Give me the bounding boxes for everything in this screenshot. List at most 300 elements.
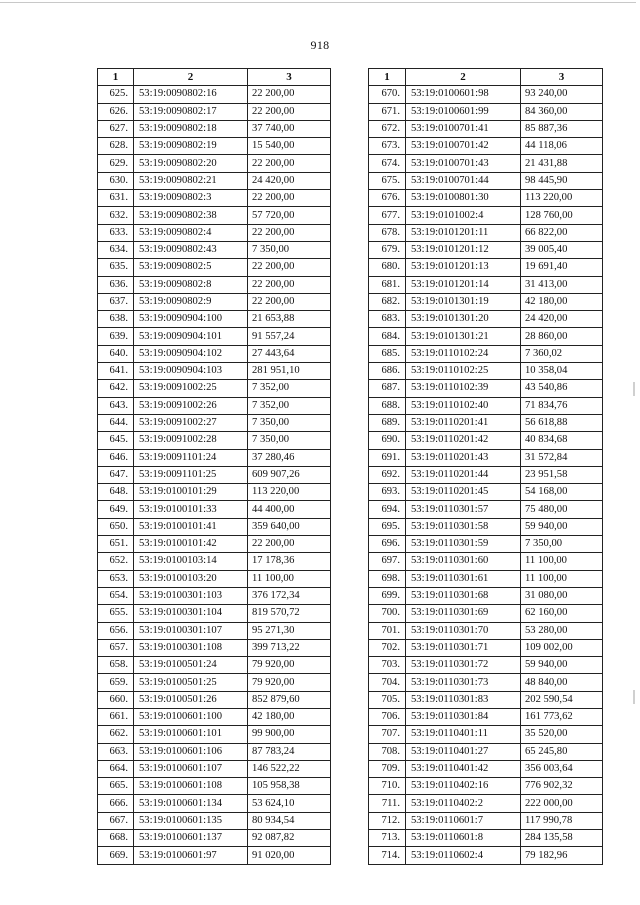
cadastral-number-cell: 53:19:0110301:59 xyxy=(406,536,521,553)
value-cell: 98 445,90 xyxy=(521,172,603,189)
row-number-cell: 665. xyxy=(98,778,134,795)
cadastral-number-cell: 53:19:0110301:70 xyxy=(406,622,521,639)
value-cell: 23 951,58 xyxy=(521,466,603,483)
value-cell: 105 958,38 xyxy=(248,778,331,795)
row-number-cell: 626. xyxy=(98,103,134,120)
cadastral-number-cell: 53:19:0100501:26 xyxy=(134,691,248,708)
value-cell: 22 200,00 xyxy=(248,536,331,553)
table-row xyxy=(98,587,331,604)
row-number-cell: 679. xyxy=(369,241,406,258)
value-cell: 80 934,54 xyxy=(248,812,331,829)
row-number-cell: 627. xyxy=(98,120,134,137)
row-number-cell: 687. xyxy=(369,380,406,397)
value-cell: 11 100,00 xyxy=(248,570,331,587)
cadastral-number-cell: 53:19:0090904:100 xyxy=(134,311,248,328)
registry-table-left xyxy=(97,68,331,865)
cadastral-number-cell: 53:19:0100601:98 xyxy=(406,86,521,103)
cadastral-number-cell: 53:19:0110602:4 xyxy=(406,847,521,864)
cadastral-number-cell: 53:19:0101201:11 xyxy=(406,224,521,241)
cadastral-number-cell: 53:19:0110301:57 xyxy=(406,501,521,518)
value-cell: 44 118,06 xyxy=(521,138,603,155)
table-row xyxy=(369,605,603,622)
value-cell: 819 570,72 xyxy=(248,605,331,622)
table-row xyxy=(369,449,603,466)
table-row xyxy=(369,432,603,449)
table-row xyxy=(369,830,603,847)
cadastral-number-cell: 53:19:0110201:44 xyxy=(406,466,521,483)
value-cell: 99 900,00 xyxy=(248,726,331,743)
cadastral-number-cell: 53:19:0090802:17 xyxy=(134,103,248,120)
cadastral-number-cell: 53:19:0110102:40 xyxy=(406,397,521,414)
value-cell: 85 887,36 xyxy=(521,120,603,137)
value-cell: 40 834,68 xyxy=(521,432,603,449)
column-header-cadastral-number: 2 xyxy=(406,69,521,86)
row-number-cell: 713. xyxy=(369,830,406,847)
table-row xyxy=(369,363,603,380)
row-number-cell: 693. xyxy=(369,484,406,501)
table-row xyxy=(98,639,331,656)
table-row xyxy=(369,380,603,397)
value-cell: 202 590,54 xyxy=(521,691,603,708)
value-cell: 109 002,00 xyxy=(521,639,603,656)
table-row xyxy=(98,449,331,466)
cadastral-number-cell: 53:19:0100701:44 xyxy=(406,172,521,189)
column-header-cadastral-number: 2 xyxy=(134,69,248,86)
cadastral-number-cell: 53:19:0110102:39 xyxy=(406,380,521,397)
cadastral-number-cell: 53:19:0101301:19 xyxy=(406,293,521,310)
column-header-number: 1 xyxy=(369,69,406,86)
cadastral-number-cell: 53:19:0100601:100 xyxy=(134,708,248,725)
row-number-cell: 698. xyxy=(369,570,406,587)
value-cell: 161 773,62 xyxy=(521,708,603,725)
table-row xyxy=(98,138,331,155)
row-number-cell: 655. xyxy=(98,605,134,622)
row-number-cell: 636. xyxy=(98,276,134,293)
row-number-cell: 667. xyxy=(98,812,134,829)
table-row xyxy=(369,726,603,743)
cadastral-number-cell: 53:19:0110301:60 xyxy=(406,553,521,570)
value-cell: 54 168,00 xyxy=(521,484,603,501)
cadastral-number-cell: 53:19:0110201:42 xyxy=(406,432,521,449)
table-row xyxy=(98,466,331,483)
value-cell: 56 618,88 xyxy=(521,414,603,431)
value-cell: 75 480,00 xyxy=(521,501,603,518)
value-cell: 609 907,26 xyxy=(248,466,331,483)
cadastral-number-cell: 53:19:0101201:13 xyxy=(406,259,521,276)
table-row xyxy=(369,414,603,431)
row-number-cell: 637. xyxy=(98,293,134,310)
value-cell: 281 951,10 xyxy=(248,363,331,380)
value-cell: 356 003,64 xyxy=(521,760,603,777)
table-row xyxy=(369,86,603,103)
row-number-cell: 675. xyxy=(369,172,406,189)
value-cell: 284 135,58 xyxy=(521,830,603,847)
value-cell: 7 352,00 xyxy=(248,380,331,397)
row-number-cell: 670. xyxy=(369,86,406,103)
row-number-cell: 674. xyxy=(369,155,406,172)
column-header-value: 3 xyxy=(248,69,331,86)
value-cell: 7 352,00 xyxy=(248,397,331,414)
row-number-cell: 653. xyxy=(98,570,134,587)
table-row xyxy=(369,639,603,656)
cadastral-number-cell: 53:19:0101301:21 xyxy=(406,328,521,345)
row-number-cell: 700. xyxy=(369,605,406,622)
row-number-cell: 685. xyxy=(369,345,406,362)
cadastral-number-cell: 53:19:0090802:9 xyxy=(134,293,248,310)
cadastral-number-cell: 53:19:0100101:29 xyxy=(134,484,248,501)
table-row xyxy=(369,484,603,501)
value-cell: 27 443,64 xyxy=(248,345,331,362)
value-cell: 37 280,46 xyxy=(248,449,331,466)
table-row xyxy=(98,120,331,137)
table-row xyxy=(98,397,331,414)
cadastral-number-cell: 53:19:0110401:42 xyxy=(406,760,521,777)
row-number-cell: 633. xyxy=(98,224,134,241)
value-cell: 7 350,00 xyxy=(248,414,331,431)
cadastral-number-cell: 53:19:0100801:30 xyxy=(406,190,521,207)
table-row xyxy=(369,657,603,674)
table-row xyxy=(98,103,331,120)
cadastral-number-cell: 53:19:0101201:14 xyxy=(406,276,521,293)
value-cell: 15 540,00 xyxy=(248,138,331,155)
value-cell: 59 940,00 xyxy=(521,518,603,535)
row-number-cell: 664. xyxy=(98,760,134,777)
value-cell: 91 020,00 xyxy=(248,847,331,864)
row-number-cell: 677. xyxy=(369,207,406,224)
cadastral-number-cell: 53:19:0100601:97 xyxy=(134,847,248,864)
row-number-cell: 663. xyxy=(98,743,134,760)
row-number-cell: 630. xyxy=(98,172,134,189)
cadastral-number-cell: 53:19:0101301:20 xyxy=(406,311,521,328)
value-cell: 65 245,80 xyxy=(521,743,603,760)
value-cell: 22 200,00 xyxy=(248,103,331,120)
cadastral-number-cell: 53:19:0100601:107 xyxy=(134,760,248,777)
value-cell: 62 160,00 xyxy=(521,605,603,622)
row-number-cell: 706. xyxy=(369,708,406,725)
table-row xyxy=(98,432,331,449)
row-number-cell: 711. xyxy=(369,795,406,812)
row-number-cell: 678. xyxy=(369,224,406,241)
table-row xyxy=(98,414,331,431)
row-number-cell: 625. xyxy=(98,86,134,103)
cadastral-number-cell: 53:19:0091002:27 xyxy=(134,414,248,431)
table-row xyxy=(369,293,603,310)
value-cell: 31 413,00 xyxy=(521,276,603,293)
table-header-row xyxy=(369,69,603,86)
table-row xyxy=(98,345,331,362)
row-number-cell: 697. xyxy=(369,553,406,570)
table-row xyxy=(369,328,603,345)
row-number-cell: 644. xyxy=(98,414,134,431)
row-number-cell: 638. xyxy=(98,311,134,328)
cadastral-number-cell: 53:19:0100701:43 xyxy=(406,155,521,172)
row-number-cell: 668. xyxy=(98,830,134,847)
row-number-cell: 640. xyxy=(98,345,134,362)
value-cell: 21 653,88 xyxy=(248,311,331,328)
cadastral-number-cell: 53:19:0090802:38 xyxy=(134,207,248,224)
cadastral-number-cell: 53:19:0090802:43 xyxy=(134,241,248,258)
row-number-cell: 680. xyxy=(369,259,406,276)
value-cell: 66 822,00 xyxy=(521,224,603,241)
row-number-cell: 656. xyxy=(98,622,134,639)
row-number-cell: 694. xyxy=(369,501,406,518)
cadastral-number-cell: 53:19:0110301:73 xyxy=(406,674,521,691)
cadastral-number-cell: 53:19:0091002:25 xyxy=(134,380,248,397)
table-row xyxy=(369,622,603,639)
value-cell: 37 740,00 xyxy=(248,120,331,137)
table-row xyxy=(98,207,331,224)
value-cell: 42 180,00 xyxy=(521,293,603,310)
cadastral-number-cell: 53:19:0110102:24 xyxy=(406,345,521,362)
table-row xyxy=(98,691,331,708)
row-number-cell: 682. xyxy=(369,293,406,310)
table-row xyxy=(98,847,331,864)
table-row xyxy=(369,466,603,483)
cadastral-number-cell: 53:19:0091101:25 xyxy=(134,466,248,483)
row-number-cell: 662. xyxy=(98,726,134,743)
row-number-cell: 695. xyxy=(369,518,406,535)
row-number-cell: 649. xyxy=(98,501,134,518)
row-number-cell: 639. xyxy=(98,328,134,345)
cadastral-number-cell: 53:19:0090802:18 xyxy=(134,120,248,137)
scan-edge-mark xyxy=(633,690,635,704)
table-row xyxy=(369,536,603,553)
table-body-right xyxy=(369,86,603,864)
table-row xyxy=(98,501,331,518)
value-cell: 79 920,00 xyxy=(248,657,331,674)
value-cell: 22 200,00 xyxy=(248,224,331,241)
row-number-cell: 652. xyxy=(98,553,134,570)
row-number-cell: 660. xyxy=(98,691,134,708)
cadastral-number-cell: 53:19:0110102:25 xyxy=(406,363,521,380)
row-number-cell: 712. xyxy=(369,812,406,829)
value-cell: 22 200,00 xyxy=(248,86,331,103)
value-cell: 44 400,00 xyxy=(248,501,331,518)
value-cell: 852 879,60 xyxy=(248,691,331,708)
table-row xyxy=(369,138,603,155)
table-row xyxy=(98,674,331,691)
table-row xyxy=(98,760,331,777)
value-cell: 53 280,00 xyxy=(521,622,603,639)
cadastral-number-cell: 53:19:0100501:25 xyxy=(134,674,248,691)
cadastral-number-cell: 53:19:0100103:20 xyxy=(134,570,248,587)
table-row xyxy=(98,484,331,501)
table-row xyxy=(369,172,603,189)
value-cell: 48 840,00 xyxy=(521,674,603,691)
cadastral-number-cell: 53:19:0100601:134 xyxy=(134,795,248,812)
cadastral-number-cell: 53:19:0100601:101 xyxy=(134,726,248,743)
cadastral-number-cell: 53:19:0110201:41 xyxy=(406,414,521,431)
cadastral-number-cell: 53:19:0110301:72 xyxy=(406,657,521,674)
table-row xyxy=(98,155,331,172)
cadastral-number-cell: 53:19:0110301:71 xyxy=(406,639,521,656)
cadastral-number-cell: 53:19:0100601:106 xyxy=(134,743,248,760)
cadastral-number-cell: 53:19:0101201:12 xyxy=(406,241,521,258)
table-row xyxy=(98,380,331,397)
table-row xyxy=(369,553,603,570)
row-number-cell: 643. xyxy=(98,397,134,414)
table-row xyxy=(369,120,603,137)
table-row xyxy=(98,259,331,276)
row-number-cell: 676. xyxy=(369,190,406,207)
table-row xyxy=(98,172,331,189)
cadastral-number-cell: 53:19:0110402:16 xyxy=(406,778,521,795)
value-cell: 128 760,00 xyxy=(521,207,603,224)
row-number-cell: 696. xyxy=(369,536,406,553)
row-number-cell: 704. xyxy=(369,674,406,691)
cadastral-number-cell: 53:19:0091002:26 xyxy=(134,397,248,414)
value-cell: 11 100,00 xyxy=(521,553,603,570)
cadastral-number-cell: 53:19:0100301:107 xyxy=(134,622,248,639)
cadastral-number-cell: 53:19:0100101:42 xyxy=(134,536,248,553)
table-row xyxy=(369,518,603,535)
cadastral-number-cell: 53:19:0110201:45 xyxy=(406,484,521,501)
row-number-cell: 654. xyxy=(98,587,134,604)
table-row xyxy=(369,760,603,777)
cadastral-number-cell: 53:19:0110301:83 xyxy=(406,691,521,708)
table-row xyxy=(98,830,331,847)
table-row xyxy=(98,293,331,310)
table-row xyxy=(369,587,603,604)
value-cell: 79 920,00 xyxy=(248,674,331,691)
cadastral-number-cell: 53:19:0110402:2 xyxy=(406,795,521,812)
table-row xyxy=(98,657,331,674)
row-number-cell: 669. xyxy=(98,847,134,864)
table-row xyxy=(98,224,331,241)
cadastral-number-cell: 53:19:0090802:8 xyxy=(134,276,248,293)
cadastral-number-cell: 53:19:0090802:5 xyxy=(134,259,248,276)
value-cell: 22 200,00 xyxy=(248,190,331,207)
row-number-cell: 691. xyxy=(369,449,406,466)
table-row xyxy=(98,605,331,622)
cadastral-number-cell: 53:19:0110601:8 xyxy=(406,830,521,847)
table-row xyxy=(369,155,603,172)
row-number-cell: 641. xyxy=(98,363,134,380)
cadastral-number-cell: 53:19:0090802:19 xyxy=(134,138,248,155)
table-row xyxy=(98,276,331,293)
table-row xyxy=(98,363,331,380)
row-number-cell: 659. xyxy=(98,674,134,691)
value-cell: 22 200,00 xyxy=(248,259,331,276)
row-number-cell: 651. xyxy=(98,536,134,553)
value-cell: 24 420,00 xyxy=(248,172,331,189)
value-cell: 7 350,00 xyxy=(248,432,331,449)
row-number-cell: 645. xyxy=(98,432,134,449)
value-cell: 42 180,00 xyxy=(248,708,331,725)
table-row xyxy=(369,674,603,691)
row-number-cell: 686. xyxy=(369,363,406,380)
row-number-cell: 688. xyxy=(369,397,406,414)
row-number-cell: 707. xyxy=(369,726,406,743)
cadastral-number-cell: 53:19:0100301:108 xyxy=(134,639,248,656)
cadastral-number-cell: 53:19:0100601:137 xyxy=(134,830,248,847)
cadastral-number-cell: 53:19:0100101:41 xyxy=(134,518,248,535)
cadastral-number-cell: 53:19:0110401:27 xyxy=(406,743,521,760)
row-number-cell: 673. xyxy=(369,138,406,155)
table-row xyxy=(98,795,331,812)
value-cell: 359 640,00 xyxy=(248,518,331,535)
row-number-cell: 635. xyxy=(98,259,134,276)
table-row xyxy=(369,812,603,829)
row-number-cell: 701. xyxy=(369,622,406,639)
cadastral-number-cell: 53:19:0110301:61 xyxy=(406,570,521,587)
value-cell: 43 540,86 xyxy=(521,380,603,397)
value-cell: 10 358,04 xyxy=(521,363,603,380)
cadastral-number-cell: 53:19:0101002:4 xyxy=(406,207,521,224)
value-cell: 376 172,34 xyxy=(248,587,331,604)
row-number-cell: 692. xyxy=(369,466,406,483)
row-number-cell: 681. xyxy=(369,276,406,293)
value-cell: 113 220,00 xyxy=(248,484,331,501)
cadastral-number-cell: 53:19:0100601:108 xyxy=(134,778,248,795)
table-row xyxy=(369,691,603,708)
value-cell: 21 431,88 xyxy=(521,155,603,172)
table-row xyxy=(369,345,603,362)
value-cell: 22 200,00 xyxy=(248,276,331,293)
table-row xyxy=(98,518,331,535)
value-cell: 59 940,00 xyxy=(521,657,603,674)
cadastral-number-cell: 53:19:0100103:14 xyxy=(134,553,248,570)
value-cell: 91 557,24 xyxy=(248,328,331,345)
row-number-cell: 657. xyxy=(98,639,134,656)
value-cell: 222 000,00 xyxy=(521,795,603,812)
table-row xyxy=(369,501,603,518)
row-number-cell: 702. xyxy=(369,639,406,656)
table-row xyxy=(369,259,603,276)
value-cell: 22 200,00 xyxy=(248,293,331,310)
row-number-cell: 689. xyxy=(369,414,406,431)
page-number: 918 xyxy=(310,38,330,52)
cadastral-number-cell: 53:19:0090802:21 xyxy=(134,172,248,189)
cadastral-number-cell: 53:19:0100501:24 xyxy=(134,657,248,674)
row-number-cell: 628. xyxy=(98,138,134,155)
row-number-cell: 709. xyxy=(369,760,406,777)
table-row xyxy=(98,536,331,553)
row-number-cell: 631. xyxy=(98,190,134,207)
table-row xyxy=(98,86,331,103)
row-number-cell: 648. xyxy=(98,484,134,501)
table-row xyxy=(98,190,331,207)
cadastral-number-cell: 53:19:0100301:103 xyxy=(134,587,248,604)
table-row xyxy=(369,397,603,414)
registry-table-right xyxy=(368,68,603,865)
cadastral-number-cell: 53:19:0100701:42 xyxy=(406,138,521,155)
value-cell: 11 100,00 xyxy=(521,570,603,587)
row-number-cell: 690. xyxy=(369,432,406,449)
value-cell: 7 360,02 xyxy=(521,345,603,362)
cadastral-number-cell: 53:19:0110301:58 xyxy=(406,518,521,535)
table-row xyxy=(98,743,331,760)
value-cell: 79 182,96 xyxy=(521,847,603,864)
table-row xyxy=(369,795,603,812)
row-number-cell: 684. xyxy=(369,328,406,345)
table-row xyxy=(369,778,603,795)
table-row xyxy=(369,207,603,224)
row-number-cell: 658. xyxy=(98,657,134,674)
value-cell: 28 860,00 xyxy=(521,328,603,345)
cadastral-number-cell: 53:19:0090904:102 xyxy=(134,345,248,362)
row-number-cell: 632. xyxy=(98,207,134,224)
value-cell: 22 200,00 xyxy=(248,155,331,172)
cadastral-number-cell: 53:19:0110301:68 xyxy=(406,587,521,604)
table-row xyxy=(98,328,331,345)
value-cell: 17 178,36 xyxy=(248,553,331,570)
value-cell: 93 240,00 xyxy=(521,86,603,103)
value-cell: 117 990,78 xyxy=(521,812,603,829)
cadastral-number-cell: 53:19:0091002:28 xyxy=(134,432,248,449)
cadastral-number-cell: 53:19:0100101:33 xyxy=(134,501,248,518)
value-cell: 57 720,00 xyxy=(248,207,331,224)
